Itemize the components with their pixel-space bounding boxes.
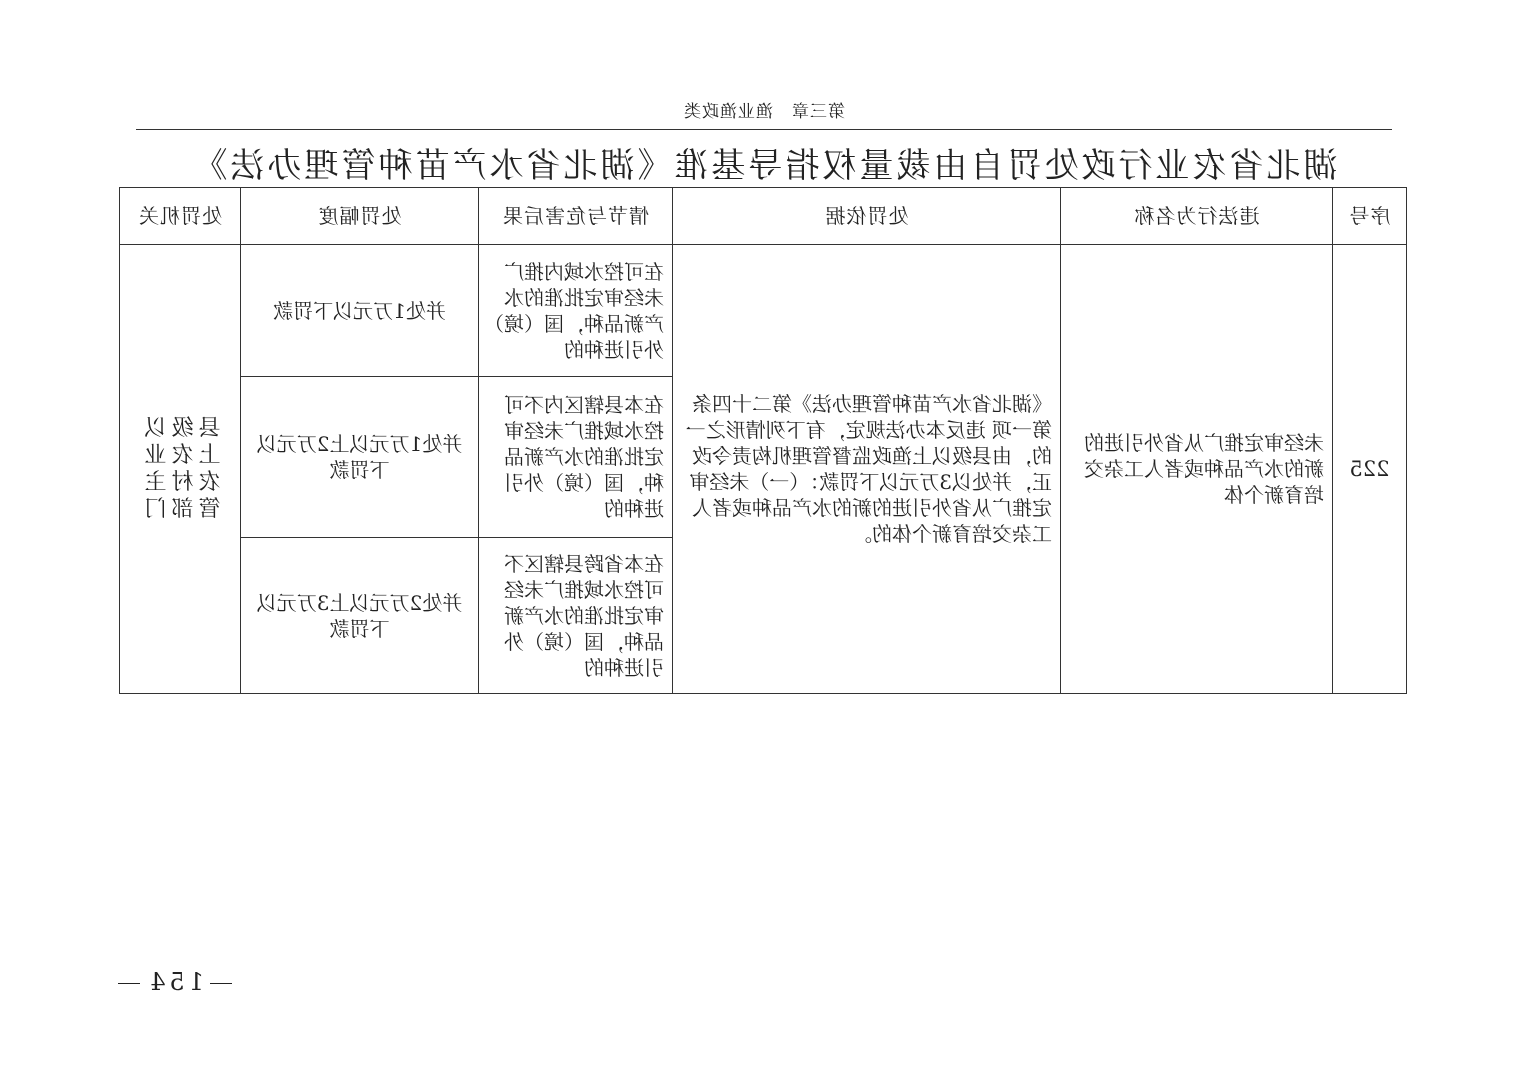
circumstance-cell: 在可控水域内推广未经审定批准的水产新品种，国（境）外引进种的 <box>479 245 673 377</box>
col-header-basis: 处罚依据 <box>673 188 1061 245</box>
header-divider <box>136 129 1392 130</box>
circumstance-cell: 在本省跨县辖区不可控水域推广未经审定批准的水产新品种，国（境）外引进种的 <box>479 538 673 694</box>
page-number-dash-left <box>210 983 232 984</box>
table-header-row <box>120 188 1407 245</box>
circumstance-cell: 在本县辖区内不可控水域推广未经审定批准的水产新品种，国（境）外引进种的 <box>479 377 673 538</box>
range-cell: 并处1万元以上2万元以下罚款 <box>241 377 479 538</box>
col-header-authority: 处罚机关 <box>120 188 241 245</box>
page-number-value: 154 <box>146 968 204 996</box>
running-header: 第三章 渔业渔政类 <box>683 102 845 122</box>
page-number <box>112 968 238 996</box>
col-header-range: 处罚幅度 <box>241 188 479 245</box>
basis-cell: 《湖北省水产苗种管理办法》第二十四条 第一项 违反本办法规定，有下列情形之一的，由县级以上渔政监督管理机构责令改正，并处以3万元以下罚款：（一）未经审定推广从省外引进的新的水产品种或者人工杂交培育新个体的。 <box>673 245 1061 694</box>
col-header-seq: 序号 <box>1333 188 1407 245</box>
authority-cell: 县级以上农业农村主管部门 <box>120 245 241 694</box>
seq-cell: 225 <box>1333 245 1407 694</box>
page-number-dash-right <box>118 983 140 984</box>
table-row <box>120 245 1407 377</box>
col-header-circumstance: 情节与危害后果 <box>479 188 673 245</box>
violation-name-cell: 未经审定推广从省外引进的新的水产品种或者人工杂交培育新个体 <box>1061 245 1333 694</box>
range-cell: 并处1万元以下罚款 <box>241 245 479 377</box>
document-title: 湖北省农业行政处罚自由裁量权指导基准《湖北省水产苗种管理办法》 <box>190 146 1338 186</box>
penalty-table <box>119 187 1407 694</box>
range-cell: 并处2万元以上3万元以下罚款 <box>241 538 479 694</box>
col-header-name: 违法行为名称 <box>1061 188 1333 245</box>
